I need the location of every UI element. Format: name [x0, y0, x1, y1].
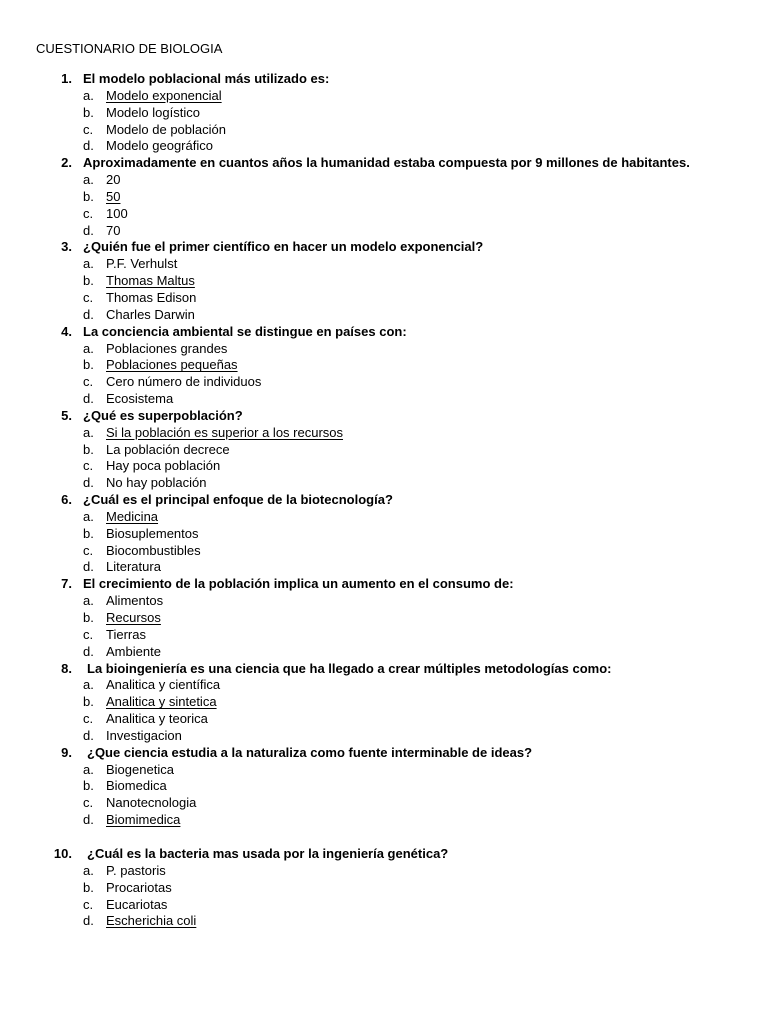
- answer-option: [0, 290, 768, 307]
- question-text: La bioingeniería es una ciencia que ha llegado a crear múltiples metodologías como:: [87, 660, 612, 676]
- option-letter: a.: [83, 862, 94, 878]
- question-number: 10.: [53, 845, 72, 861]
- question-item: [0, 155, 768, 239]
- option-letter: b.: [83, 610, 94, 625]
- option-text: Biomedica: [106, 778, 167, 794]
- option-letter: b.: [83, 273, 94, 289]
- answer-option: [0, 593, 768, 610]
- option-text: Biocombustibles: [106, 542, 201, 558]
- option-text: Escherichia coli: [106, 913, 197, 929]
- question-number: 5.: [61, 407, 72, 423]
- option-letter: b.: [83, 357, 94, 373]
- question-number: 4.: [61, 323, 72, 339]
- option-text: Cero número de individuos: [106, 374, 262, 390]
- answer-option-underlined: [0, 357, 768, 374]
- option-text: Charles Darwin: [106, 306, 195, 322]
- question-text: Aproximadamente en cuantos años la humanidad estaba compuesta por 9 millones de habitantes.: [83, 155, 690, 171]
- option-text: Medicina: [106, 508, 159, 524]
- option-letter: d.: [83, 306, 94, 322]
- answer-option: [0, 728, 768, 745]
- option-letter: d.: [83, 812, 94, 828]
- question-text: ¿Quién fue el primer científico en hacer un modelo exponencial?: [83, 239, 484, 255]
- option-letter: a.: [83, 256, 94, 272]
- question-heading: [0, 492, 768, 509]
- option-text: Investigacion: [106, 727, 182, 743]
- option-letter: a.: [83, 593, 94, 609]
- option-text: Analitica y sintetica: [106, 694, 217, 710]
- option-text: Modelo exponencial: [106, 87, 222, 103]
- document-title: CUESTIONARIO DE BIOLOGIA: [36, 41, 223, 56]
- answer-option: [0, 778, 768, 795]
- option-text: 20: [106, 172, 121, 188]
- question-text: ¿Cuál es el principal enfoque de la biotecnología?: [83, 492, 393, 508]
- answer-option: [0, 206, 768, 223]
- answer-option: [0, 627, 768, 644]
- question-item: [0, 576, 768, 660]
- answer-option-underlined: [0, 189, 768, 206]
- question-item: [0, 846, 768, 930]
- answer-option: [0, 458, 768, 475]
- question-number: 7.: [61, 576, 72, 592]
- answer-option-underlined: [0, 509, 768, 526]
- option-letter: a.: [83, 87, 94, 103]
- option-text: Alimentos: [106, 593, 164, 609]
- option-letter: d.: [83, 727, 94, 743]
- answer-option: [0, 374, 768, 391]
- question-heading: [0, 408, 768, 425]
- option-text: Biomimedica: [106, 812, 181, 828]
- answer-option: [0, 122, 768, 139]
- option-letter: b.: [83, 879, 94, 895]
- option-text: Biosuplementos: [106, 525, 199, 541]
- answer-option: [0, 256, 768, 273]
- question-number: 2.: [61, 155, 72, 171]
- option-letter: c.: [83, 374, 94, 390]
- option-letter: c.: [83, 542, 94, 558]
- answer-option: [0, 138, 768, 155]
- option-letter: b.: [83, 441, 94, 457]
- question-item: [0, 745, 768, 829]
- option-text: Modelo geográfico: [106, 138, 213, 154]
- answer-option-underlined: [0, 913, 768, 930]
- answer-option: [0, 543, 768, 560]
- answer-option-underlined: [0, 273, 768, 290]
- question-item: [0, 71, 768, 155]
- option-letter: b.: [83, 778, 94, 794]
- option-text: Poblaciones pequeñas: [106, 357, 238, 373]
- question-heading: [0, 155, 768, 172]
- answer-option: [0, 762, 768, 779]
- option-letter: c.: [83, 896, 94, 912]
- question-heading: [0, 71, 768, 88]
- answer-option: [0, 307, 768, 324]
- question-item: [0, 324, 768, 408]
- answer-option: [0, 475, 768, 492]
- option-text: P.F. Verhulst: [106, 256, 178, 272]
- option-letter: d.: [83, 391, 94, 407]
- option-text: Si la población es superior a los recursos: [106, 424, 344, 440]
- option-letter: a.: [83, 677, 94, 693]
- question-item: [0, 408, 768, 492]
- question-item: [0, 661, 768, 745]
- option-text: Hay poca población: [106, 458, 221, 474]
- option-letter: d.: [83, 643, 94, 659]
- answer-option: [0, 897, 768, 914]
- option-letter: a.: [83, 761, 94, 777]
- option-text: Thomas Edison: [106, 289, 197, 305]
- question-text: ¿Qué es superpoblación?: [83, 407, 243, 423]
- option-letter: a.: [83, 424, 94, 440]
- option-letter: c.: [83, 795, 94, 811]
- option-text: Analitica y teorica: [106, 711, 208, 727]
- question-text: El modelo poblacional más utilizado es:: [83, 71, 330, 86]
- option-letter: a.: [83, 508, 94, 524]
- answer-option: [0, 795, 768, 812]
- question-heading: [0, 661, 768, 678]
- option-text: Ecosistema: [106, 391, 174, 407]
- answer-option-underlined: [0, 88, 768, 105]
- answer-option: [0, 677, 768, 694]
- answer-option: [0, 172, 768, 189]
- question-number: 3.: [61, 239, 72, 255]
- answer-option: [0, 223, 768, 240]
- answer-option: [0, 711, 768, 728]
- answer-option: [0, 863, 768, 880]
- option-text: No hay población: [106, 475, 207, 491]
- option-letter: d.: [83, 475, 94, 491]
- question-text: ¿Que ciencia estudia a la naturaliza como fuente interminable de ideas?: [87, 744, 533, 760]
- answer-option-underlined: [0, 694, 768, 711]
- question-item: [0, 492, 768, 576]
- option-text: Analitica y científica: [106, 677, 221, 693]
- question-text: La conciencia ambiental se distingue en países con:: [83, 323, 407, 339]
- answer-option: [0, 644, 768, 661]
- option-letter: c.: [83, 711, 94, 727]
- option-letter: d.: [83, 222, 94, 238]
- question-number: 9.: [61, 744, 72, 760]
- option-letter: d.: [83, 559, 94, 575]
- question-heading: [0, 576, 768, 593]
- option-text: Recursos: [106, 610, 161, 625]
- option-text: 100: [106, 205, 128, 221]
- option-letter: d.: [83, 913, 94, 929]
- answer-option: [0, 442, 768, 459]
- question-heading: [0, 846, 768, 863]
- option-letter: b.: [83, 188, 94, 204]
- option-text: Biogenetica: [106, 761, 174, 777]
- option-letter: a.: [83, 172, 94, 188]
- question-item: [0, 239, 768, 323]
- answer-option: [0, 105, 768, 122]
- option-letter: b.: [83, 104, 94, 120]
- option-letter: b.: [83, 525, 94, 541]
- option-text: Modelo logístico: [106, 104, 200, 120]
- question-number: 6.: [61, 492, 72, 508]
- option-text: Modelo de población: [106, 121, 226, 137]
- option-text: 50: [106, 188, 121, 204]
- question-heading: [0, 745, 768, 762]
- option-text: Thomas Maltus: [106, 273, 195, 289]
- option-text: Ambiente: [106, 643, 161, 659]
- answer-option: [0, 880, 768, 897]
- option-text: Procariotas: [106, 879, 172, 895]
- option-letter: c.: [83, 289, 94, 305]
- question-heading: [0, 239, 768, 256]
- answer-option: [0, 526, 768, 543]
- question-number: 1.: [61, 71, 72, 86]
- option-letter: c.: [83, 626, 94, 642]
- option-letter: b.: [83, 694, 94, 710]
- option-letter: c.: [83, 121, 94, 137]
- answer-option-underlined: [0, 812, 768, 829]
- option-text: Nanotecnologia: [106, 795, 197, 811]
- option-text: Literatura: [106, 559, 161, 575]
- option-text: Eucariotas: [106, 896, 168, 912]
- option-text: P. pastoris: [106, 862, 166, 878]
- answer-option-underlined: [0, 610, 768, 627]
- option-letter: c.: [83, 205, 94, 221]
- answer-option-underlined: [0, 425, 768, 442]
- question-text: El crecimiento de la población implica un aumento en el consumo de:: [83, 576, 514, 592]
- option-letter: d.: [83, 138, 94, 154]
- question-heading: [0, 324, 768, 341]
- option-text: 70: [106, 222, 121, 238]
- answer-option: [0, 341, 768, 358]
- option-text: Poblaciones grandes: [106, 340, 228, 356]
- answer-option: [0, 559, 768, 576]
- question-text: ¿Cuál es la bacteria mas usada por la ingeniería genética?: [87, 845, 449, 861]
- option-letter: c.: [83, 458, 94, 474]
- question-list: [0, 71, 768, 930]
- answer-option: [0, 391, 768, 408]
- option-text: Tierras: [106, 626, 146, 642]
- option-text: La población decrece: [106, 441, 230, 457]
- option-letter: a.: [83, 340, 94, 356]
- question-number: 8.: [61, 660, 72, 676]
